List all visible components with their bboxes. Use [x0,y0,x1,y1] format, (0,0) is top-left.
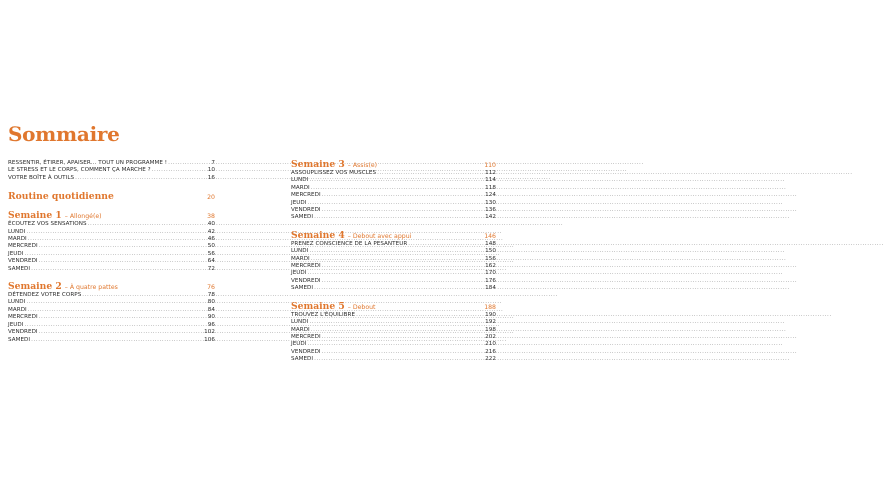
week-page: 38 [207,213,215,221]
toc-entry-page: 118 [485,184,496,191]
dot-leader [26,299,206,306]
toc-entry[interactable] [291,185,496,192]
dot-leader [314,356,484,363]
toc-entry-page: 112 [485,170,496,176]
toc-right-column [291,159,496,364]
dot-leader [31,266,207,273]
toc-section-routine[interactable] [8,191,215,202]
toc-entry-page: 78 [207,292,215,299]
toc-week-2 [8,281,215,344]
toc-entry-label: SAMEDI [291,356,314,363]
toc-entry[interactable] [291,192,496,199]
toc-entry[interactable] [291,278,496,285]
toc-entry[interactable] [291,319,496,326]
toc-entry[interactable] [8,299,215,306]
toc-week-4 [291,230,496,293]
page-title: Sommaire [8,122,120,146]
week-heading[interactable] [8,210,215,221]
dot-leader [322,263,485,270]
toc-entry-label: JEUDI [291,270,307,277]
week-name: Semaine 4 [291,229,345,241]
toc-entry-page: 40 [207,221,215,228]
dot-leader [308,200,485,207]
toc-entry-page: 84 [207,306,215,313]
dot-leader [322,192,485,199]
toc-entry-page: 114 [485,177,496,184]
toc-entry[interactable] [291,327,496,334]
toc-entry-page: 16 [207,174,215,181]
toc-entry-label: LUNDI [8,228,26,235]
dot-leader [152,167,207,174]
week-page: 188 [484,303,496,311]
toc-entry-page: 130 [485,199,496,206]
toc-entry[interactable] [8,221,215,228]
toc-entry-page: 150 [485,248,496,255]
week-name: Semaine 2 [8,281,62,293]
dot-leader [322,334,485,341]
dot-leader [28,236,207,243]
toc-entry-page: 80 [207,299,215,306]
toc-entry-page: 96 [207,321,215,328]
toc-entry-label: VENDREDI [291,277,321,284]
toc-entry[interactable] [291,263,496,270]
dot-leader [26,229,206,236]
toc-week-3 [291,159,496,222]
toc-entry-page: 210 [485,341,496,348]
toc-entry[interactable] [291,270,496,277]
toc-entry-label: MARDI [291,326,310,333]
toc-entry[interactable] [291,214,496,221]
dot-leader [31,337,203,344]
dot-leader [314,285,484,292]
toc-entry-page: 176 [485,277,496,284]
week-subtitle: – Debout [347,303,376,311]
toc-entry-label: MERCREDI [291,263,321,270]
dot-leader [322,349,485,356]
toc-entry-page: 7 [211,160,215,166]
toc-entry[interactable] [291,334,496,341]
toc-entry-page: 216 [485,348,496,355]
toc-entry[interactable] [291,312,496,319]
week-name: Semaine 5 [291,300,345,312]
toc-entry-label: LUNDI [291,248,309,255]
toc-entry[interactable] [291,341,496,348]
dot-leader [39,314,207,321]
toc-entry[interactable] [8,258,215,265]
toc-entry[interactable] [8,314,215,321]
toc-entry-label: VENDREDI [291,348,321,355]
toc-entry-label: SAMEDI [8,336,31,343]
toc-entry-label: MERCREDI [291,333,321,340]
section-page: 20 [207,194,215,202]
toc-entry-page: 10 [207,167,215,174]
toc-entry-page: 64 [207,258,215,265]
week-subtitle: – Allongé(e) [64,213,102,221]
dot-leader [168,160,210,167]
dot-leader [377,170,484,177]
toc-entry[interactable] [291,170,496,177]
toc-entry[interactable] [8,167,215,174]
toc-entry-label: ÉCOUTEZ VOS SENSATIONS [8,221,87,228]
dot-leader [75,175,207,182]
toc-entry[interactable] [291,356,496,363]
toc-entry-label: VENDREDI [291,207,321,214]
toc-entry[interactable] [291,241,496,248]
toc-entry-label: VENDREDI [8,329,38,336]
toc-entry-label: LUNDI [291,319,309,326]
toc-entry-page: 202 [485,333,496,340]
toc-entry-label: DÉTENDEZ VOTRE CORPS [8,292,82,299]
toc-entry-label: TROUVEZ L'ÉQUILIBRE [291,311,356,318]
toc-entry-label: JEUDI [291,199,307,206]
toc-entry-page: 72 [207,265,215,272]
toc-entry-page: 50 [207,243,215,250]
dot-leader [39,243,207,250]
toc-entry-page: 102 [204,329,215,336]
toc-entry-label: MERCREDI [291,192,321,199]
toc-entry-page: 124 [485,192,496,199]
toc-week-1 [8,210,215,273]
week-heading[interactable] [291,301,496,312]
dot-leader [311,256,484,263]
toc-entry[interactable] [8,307,215,314]
toc-week-5 [291,301,496,364]
week-name: Semaine 3 [291,159,345,170]
toc-entry-label: MERCREDI [8,314,38,321]
toc-entry-page: 162 [485,263,496,270]
toc-entry-page: 198 [485,326,496,333]
toc-entry-label: MARDI [8,236,27,243]
toc-entry-label: SAMEDI [291,214,314,221]
toc-entry-label: MARDI [291,255,310,262]
toc-entry-label: PRENEZ CONSCIENCE DE LA PESANTEUR [291,240,408,247]
dot-leader [308,270,485,277]
toc-entry-page: 46 [207,236,215,243]
toc-entry-page: 192 [485,319,496,326]
toc-intro [8,160,215,182]
week-heading[interactable] [291,159,496,170]
toc-entry[interactable] [8,292,215,299]
toc-entry[interactable] [291,256,496,263]
week-subtitle: – À quatre pattes [64,284,118,292]
toc-entry[interactable] [8,160,215,167]
toc-left-column [8,160,215,344]
week-subtitle: – Assis(e) [347,162,378,169]
toc-entry-label: JEUDI [8,321,24,328]
dot-leader [25,251,207,258]
dot-leader [308,341,485,348]
toc-entry-label: LUNDI [291,177,309,184]
toc-entry[interactable] [8,266,215,273]
toc-entry[interactable] [291,349,496,356]
week-heading[interactable] [8,281,215,292]
toc-entry[interactable] [8,229,215,236]
toc-entry-page: 136 [485,207,496,214]
toc-entry[interactable] [8,322,215,329]
toc-entry-page: 190 [485,311,496,318]
toc-entry-label: LE STRESS ET LE CORPS, COMMENT ÇA MARCHE ? [8,167,151,174]
dot-leader [39,258,207,265]
dot-leader [311,327,484,334]
week-name: Semaine 1 [8,210,62,222]
toc-entry-page: 156 [485,255,496,262]
toc-entry-label: RESSENTIR, ÉTIRER, APAISER… TOUT UN PROGRAMME ! [8,160,168,166]
toc-entry-page: 90 [207,314,215,321]
section-title: Routine quotidienne [8,191,114,203]
toc-entry-label: SAMEDI [8,265,31,272]
toc-entry[interactable] [8,243,215,250]
toc-entry[interactable] [291,207,496,214]
toc-entry-page: 106 [204,336,215,343]
toc-entry-page: 42 [207,228,215,235]
toc-entry[interactable] [8,175,215,182]
dot-leader [311,185,484,192]
week-page: 76 [207,284,215,292]
toc-entry-label: MARDI [8,306,27,313]
dot-leader [88,221,207,228]
dot-leader [309,319,484,326]
week-subtitle: – Debout avec appui [347,232,412,240]
toc-entry[interactable] [8,236,215,243]
toc-entry[interactable] [291,177,496,184]
toc-entry[interactable] [8,329,215,336]
dot-leader [82,292,206,299]
toc-entry-page: 56 [207,250,215,257]
dot-leader [39,329,204,336]
dot-leader [314,214,484,221]
toc-entry-label: JEUDI [291,341,307,348]
week-heading[interactable] [291,230,496,241]
toc-entry-page: 222 [485,356,496,363]
toc-entry[interactable] [291,248,496,255]
toc-entry-label: LUNDI [8,299,26,306]
toc-entry-page: 170 [485,270,496,277]
toc-entry[interactable] [291,200,496,207]
toc-entry-label: VENDREDI [8,258,38,265]
dot-leader [356,312,484,319]
toc-entry-label: MARDI [291,184,310,191]
week-page: 110 [484,162,496,169]
dot-leader [322,278,485,285]
week-page: 146 [484,232,496,240]
toc-entry-label: JEUDI [8,250,24,257]
toc-entry[interactable] [8,337,215,344]
toc-entry-page: 142 [485,214,496,221]
dot-leader [322,207,485,214]
toc-entry-label: MERCREDI [8,243,38,250]
dot-leader [25,322,207,329]
dot-leader [28,307,207,314]
toc-entry-label: ASSOUPLISSEZ VOS MUSCLES [291,170,377,176]
toc-entry-page: 148 [485,240,496,247]
dot-leader [309,248,484,255]
toc-entry-page: 184 [485,285,496,292]
dot-leader [408,241,484,248]
dot-leader [309,177,484,184]
toc-entry[interactable] [8,251,215,258]
toc-entry-label: SAMEDI [291,285,314,292]
toc-entry[interactable] [291,285,496,292]
toc-entry-label: VOTRE BOÎTE À OUTILS [8,174,75,181]
